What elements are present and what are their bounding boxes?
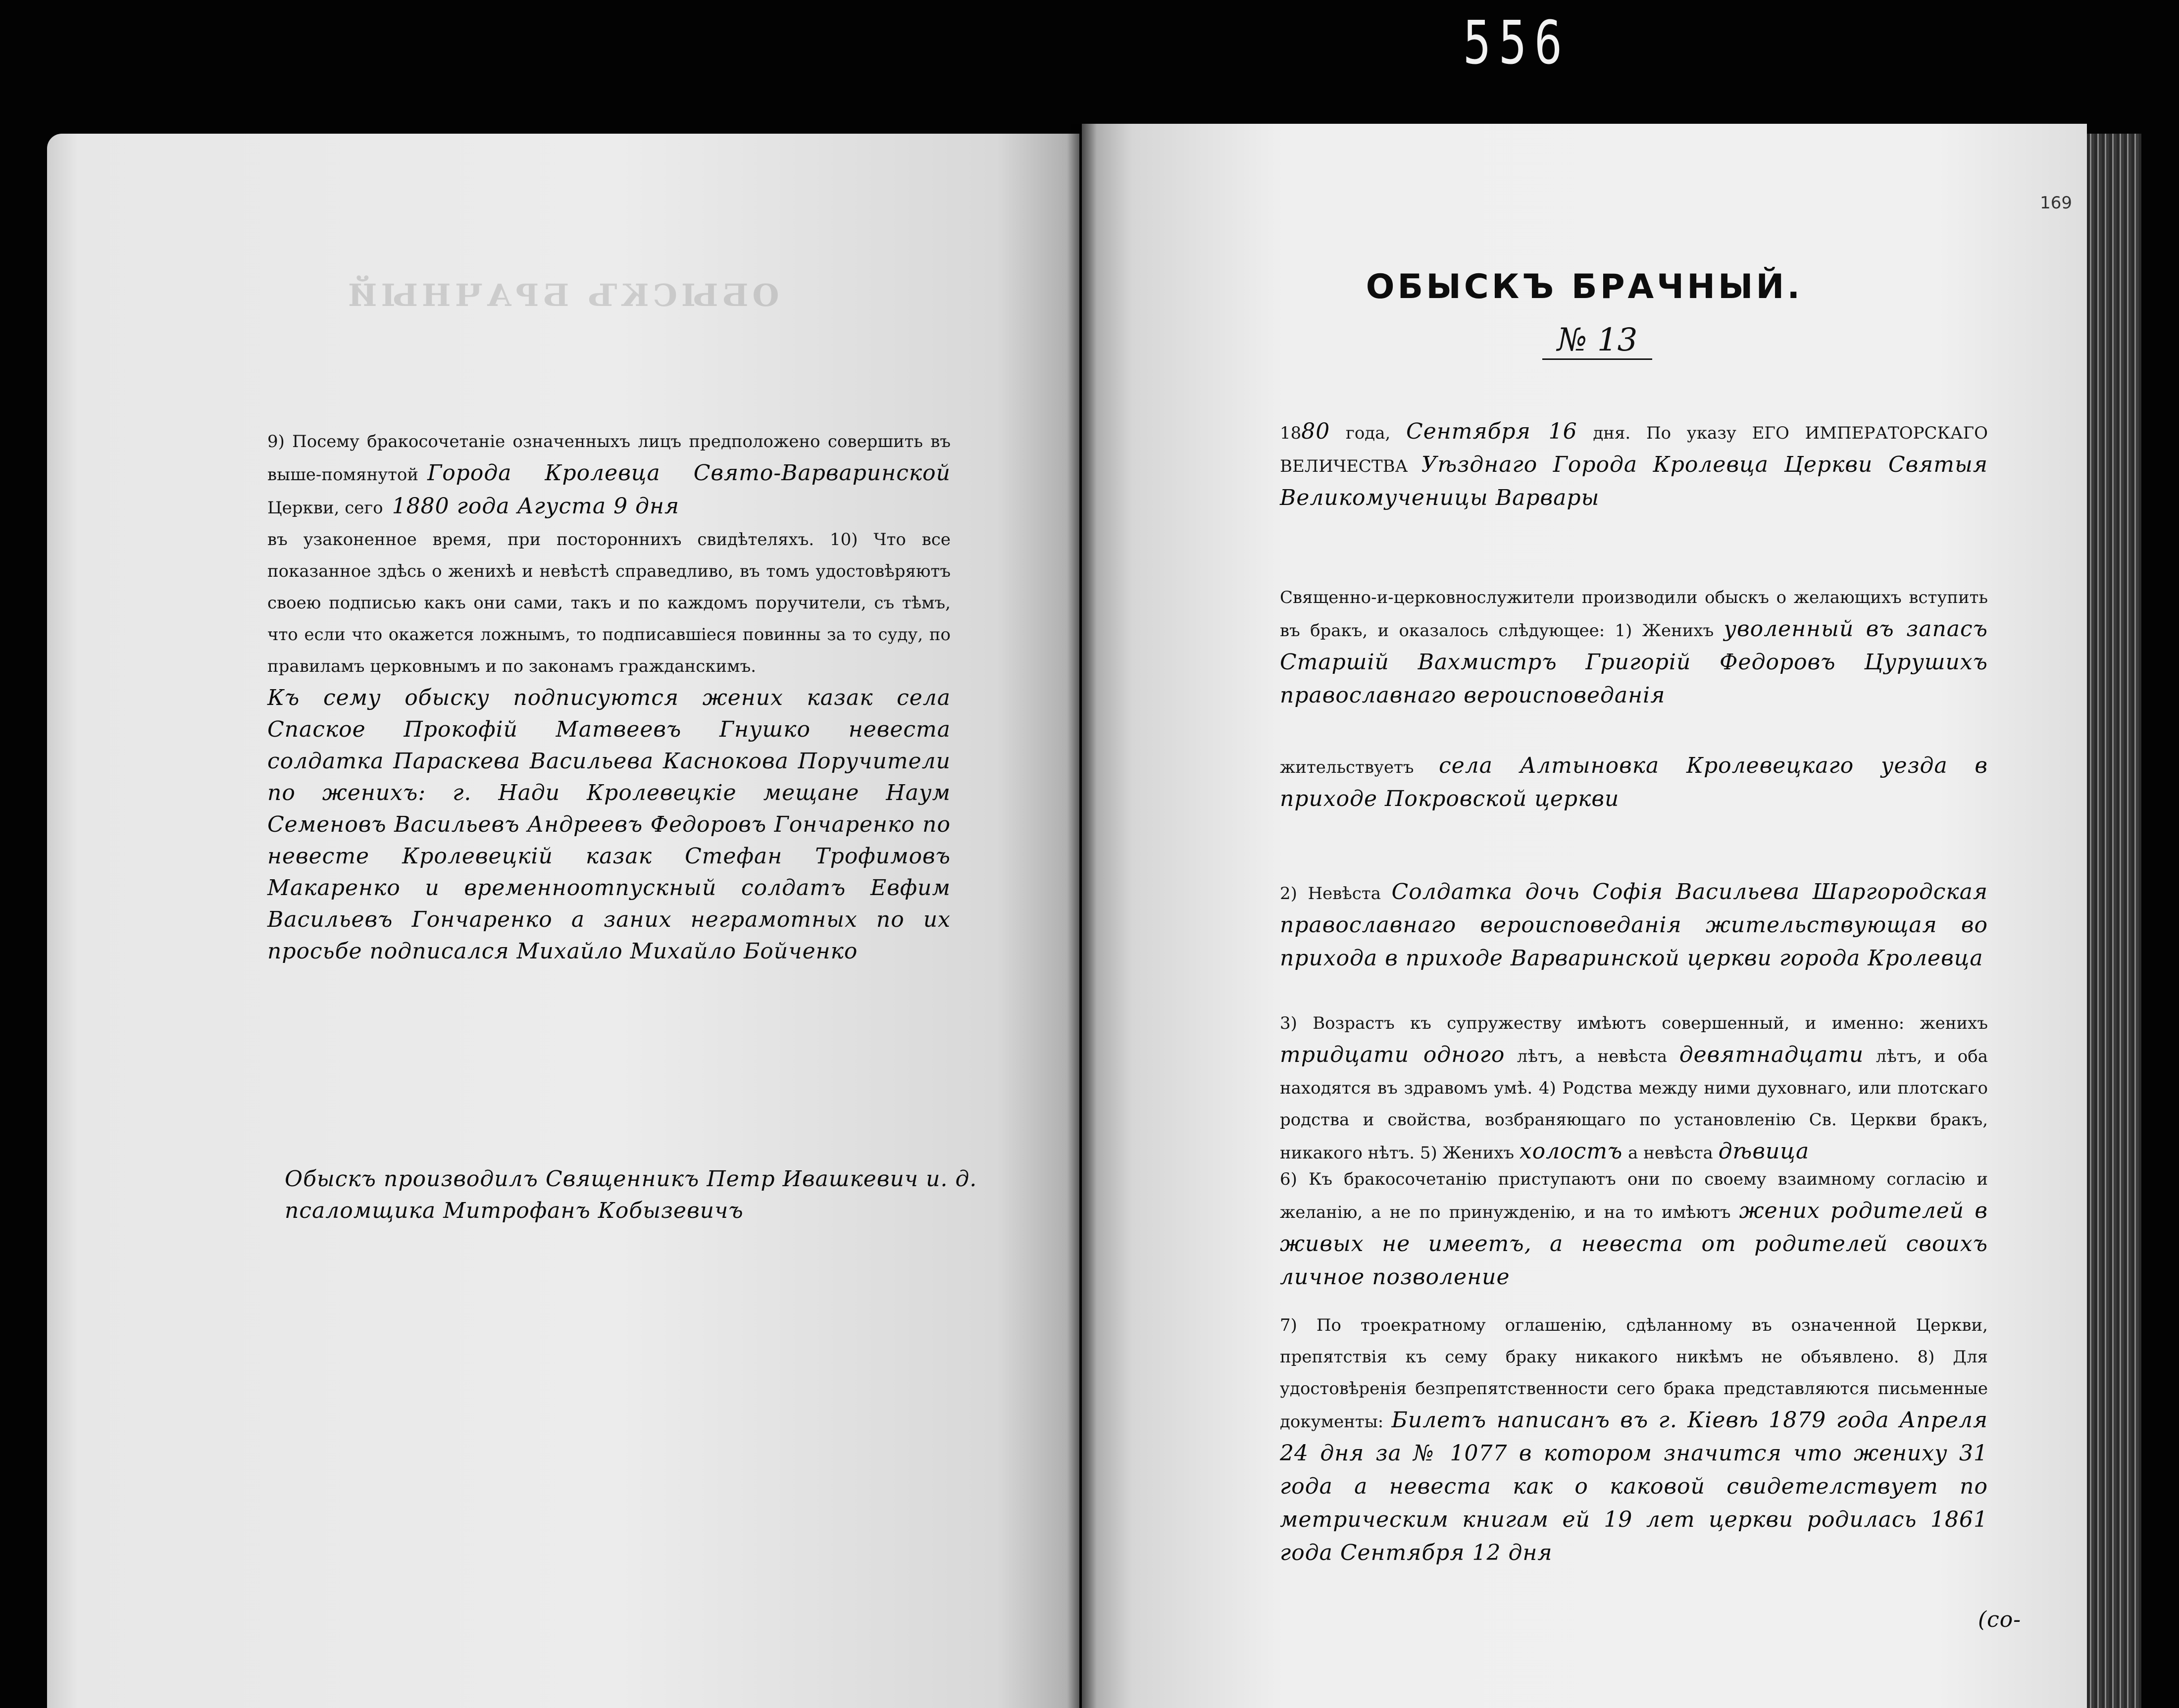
age-status-clause (1280, 1007, 1988, 1169)
page-edges (2087, 134, 2141, 1708)
intro-text: Священно-и-церковнослужители производили обыскъ о желающихъ вступить въ бракъ, и оказалось слѣдующее: 1) Женихъ (1280, 588, 1988, 641)
church-handwritten: Уѣзднаго Города Кролевца Церкви Святыя Великомученицы Варвары (1280, 452, 1988, 510)
book-gutter (1067, 124, 1097, 1708)
clause-9-prefix: 9) Посему бракосочетаніе означенныхъ лицъ предположено совершить въ выше-помянутой (267, 432, 951, 485)
bride-status-label: а невѣста (1628, 1143, 1713, 1163)
archive-stamp: 556 (1463, 9, 1570, 78)
left-page (47, 134, 1079, 1708)
residence-clause (1280, 750, 1988, 816)
banns-text: 7) По троекратному оглашенію, сдѣланному въ означенной Церкви, препятствія къ сему браку никакого никѣмъ не объявлено. 8) Для удостовѣренія безпрепятственности сего брака представляются письменные документы: (1280, 1315, 1988, 1432)
age-text-2: лѣтъ, а невѣста (1517, 1047, 1668, 1066)
investigator-note-handwritten: Обыскъ производилъ Священникъ Петр Ивашкевич и. д. псаломщика Митрофанъ Кобызевичъ (285, 1166, 977, 1223)
signatures-handwritten: Къ сему обыску подписуются жених казак села Спаское Прокофій Матвеевъ Гнушко невеста солдатка Параскева Васильева Каснокова Поручители по женихъ: г. Нади Кролевецкіе мещане Наум Семеновъ Васильевъ Андреевъ Федоровъ Гончаренко по невесте Кролевецкій казак Стефан Трофимовъ Макаренко и временноотпускный солдатъ Евфим Васильевъ Гончаренко а заних неграмотных по их просьбе подписался Михайло Михайло Бойченко (267, 685, 951, 964)
header-clause (1280, 416, 1988, 515)
groom-age-handwritten: тридцати одного (1280, 1042, 1505, 1067)
bride-age-handwritten: девятнадцати (1679, 1042, 1864, 1067)
groom-status-handwritten: холостъ (1519, 1139, 1623, 1164)
bride-label: 2) Невѣста (1280, 884, 1381, 904)
consent-handwritten: жених родителей в живых не имеетъ, а невеста от родителей своихъ личное позволение (1280, 1198, 1988, 1290)
consent-text: 6) Къ бракосочетанію приступаютъ они по своему взаимному согласію и желанію, а не по принужденію, и на то имѣютъ (1280, 1169, 1988, 1222)
clause-9-10 (267, 426, 951, 967)
clause-9-date-handwritten: 1880 года Агуста 9 дня (392, 494, 680, 519)
page-number: 169 (2040, 193, 2072, 213)
entry-number-handwritten: № 13 (1542, 322, 1652, 360)
residence-handwritten: села Алтыновка Кролевецкаго уезда в приходе Покровской церкви (1280, 753, 1988, 811)
bride-handwritten: Солдатка дочь Софія Васильева Шаргородская православнаго вероисповеданія жительствующая во прихода в приходе Варваринской церкви города Кролевца (1280, 879, 1988, 971)
open-register-book (47, 124, 2141, 1708)
consent-clause (1280, 1163, 1988, 1295)
date-handwritten: Сентября 16 (1406, 419, 1577, 444)
groom-clause (1280, 582, 1988, 713)
clause-9-mid: Церкви, сего (267, 498, 383, 518)
age-text-1: 3) Возрастъ къ супружеству имѣютъ совершенный, и именно: женихъ (1280, 1013, 1988, 1033)
banns-documents-clause (1280, 1309, 1988, 1570)
residence-label: жительствуетъ (1280, 757, 1414, 777)
year-handwritten: 80 (1301, 419, 1330, 444)
year-printed: 18 (1280, 423, 1302, 443)
bride-clause (1280, 876, 1988, 976)
bride-status-handwritten: дѣвица (1718, 1139, 1810, 1164)
clause-9-10-text: въ узаконенное время, при постороннихъ свидѣтеляхъ. 10) Что все показанное здѣсь о женихѣ и невѣстѣ справедливо, въ томъ удостовѣряютъ своею подписью какъ они сами, такъ и по каждомъ поручители, съ тѣмъ, что если что окажется ложнымъ, то подписавшіеся повинны за то суду, по правиламъ церковнымъ и по законамъ гражданскимъ. (267, 530, 951, 676)
page-title: ОБЫСКЪ БРАЧНЫЙ. (1366, 267, 1803, 306)
clause-9-church-handwritten: Города Кролевца Свято-Варваринской (427, 460, 951, 486)
documents-handwritten: Билетъ написанъ въ г. Кіевѣ 1879 года Апреля 24 дня за № 1077 в котором значится что жениху 31 года а невеста как о каковой свидетелствует по метрическим книгам ей 19 лет церкви родилась 1861 года Сентября 12 дня (1280, 1407, 1988, 1565)
continuation-mark-handwritten: (со- (1978, 1607, 2022, 1632)
right-page (1082, 124, 2087, 1708)
header-text-2: дня. По указу ЕГО ИМПЕРАТОРСКАГО ВЕЛИЧЕСТВА (1280, 423, 1988, 476)
groom-handwritten: уволенный въ запасъ Старшій Вахмистръ Григорій Федоровъ Цурушихъ православнаго вероисповеданія (1280, 616, 1988, 708)
age-text-3: лѣтъ, и оба находятся въ здравомъ умѣ. 4) Родства между ними духовнаго, или плотскаго родства и свойства, возбраняющаго по установленію Св. Церкви бракъ, никакого нѣтъ. 5) Женихъ (1280, 1047, 1988, 1163)
bleed-through-heading: ОБЫСКЪ БРАЧНЫЙ (344, 277, 779, 313)
header-text-1: года, (1346, 423, 1391, 443)
